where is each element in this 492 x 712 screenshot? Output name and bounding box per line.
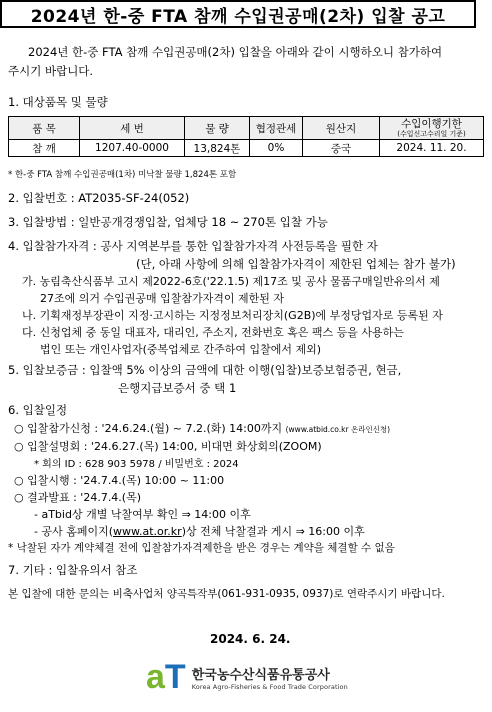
header-item: 품 목 bbox=[9, 117, 80, 140]
schedule-apply bbox=[14, 420, 390, 436]
items-table bbox=[8, 116, 484, 157]
schedule-briefing: ○ 입찰설명회 : '24.6.27.(목) 14:00, 비대면 화상회의(ZOOM) bbox=[14, 440, 322, 453]
intro-line-2: 주시기 바랍니다. bbox=[8, 64, 94, 78]
schedule-meeting-id: * 회의 ID : 628 903 5978 / 비밀번호 : 2024 bbox=[34, 459, 239, 470]
cell-origin: 중국 bbox=[303, 140, 380, 157]
at-logo-korean: 한국농수산식품유통공사 bbox=[191, 667, 330, 683]
section4-item-da-2: 법인 또는 개인사업자(중복업체로 간주하여 입찰에서 제외) bbox=[40, 343, 322, 356]
table-row bbox=[9, 140, 484, 157]
at-logo bbox=[146, 660, 348, 694]
at-logo-english: Korea Agro-Fisheries & Food Trade Corporation bbox=[191, 682, 348, 691]
title-box bbox=[0, 0, 476, 28]
section1-heading: 1. 대상품목 및 물량 bbox=[8, 95, 108, 109]
header-deadline bbox=[380, 117, 484, 140]
section4-item-ga-2: 27조에 의거 수입권공매 입찰참가자격이 제한된 자 bbox=[40, 292, 284, 305]
schedule-result: ○ 결과발표 : '24.7.4.(목) bbox=[14, 491, 142, 504]
section5-line-2: 은행지급보증서 중 택 1 bbox=[118, 381, 237, 395]
homepage-link[interactable]: www.at.or.kr bbox=[113, 525, 182, 538]
intro-line-1: 2024년 한-중 FTA 참깨 수입권공매(2차) 입찰을 아래와 같이 시행하오니 참가하여 bbox=[28, 45, 443, 59]
section5-line-1: 5. 입찰보증금 : 입찰액 5% 이상의 금액에 대한 이행(입찰)보증보험증권, 현금, bbox=[8, 363, 402, 377]
schedule-warning: * 낙찰된 자가 계약체결 전에 입찰참가자격제한을 받은 경우는 계약을 체결할 수 없음 bbox=[8, 542, 395, 554]
cell-item: 참 깨 bbox=[9, 140, 80, 157]
schedule-apply-main: ○ 입찰참가신청 : '24.6.24.(월) ~ 7.2.(화) 14:00까지 bbox=[14, 422, 283, 435]
contact-line: 본 입찰에 대한 문의는 비축사업처 양곡특작부(061-931-0935, 0937)로 연락주시기 바랍니다. bbox=[8, 588, 445, 600]
schedule-bidding: ○ 입찰시행 : '24.7.4.(목) 10:00 ~ 11:00 bbox=[14, 474, 225, 487]
section3-bid-method: 3. 입찰방법 : 일반공개경쟁입찰, 업체당 18 ~ 270톤 입찰 가능 bbox=[8, 215, 328, 229]
section4-item-da-1: 다. 신청업체 중 동일 대표자, 대리인, 주소지, 전화번호 혹은 팩스 등을 사용하는 bbox=[22, 326, 404, 339]
schedule-apply-site: (www.atbid.co.kr 온라인신청) bbox=[285, 425, 391, 434]
cell-quantity: 13,824톤 bbox=[185, 140, 250, 157]
header-hs-code: 세 번 bbox=[80, 117, 185, 140]
cell-tariff: 0% bbox=[250, 140, 303, 157]
section4-heading: 4. 입찰참가자격 : 공사 지역본부를 통한 입찰참가자격 사전등록을 필한 자 bbox=[8, 239, 378, 253]
items-table-header-row bbox=[9, 117, 484, 140]
header-tariff: 협정관세 bbox=[250, 117, 303, 140]
section6-heading: 6. 입찰일정 bbox=[8, 403, 68, 417]
at-logo-text bbox=[192, 664, 348, 691]
header-origin: 원산지 bbox=[303, 117, 380, 140]
section7-etc: 7. 기타 : 입찰유의서 참조 bbox=[8, 563, 138, 577]
header-deadline-sub: (수입신고수리일 기준) bbox=[397, 129, 466, 138]
page-title: 2024년 한-중 FTA 참깨 수입권공매(2차) 입찰 공고 bbox=[30, 6, 446, 27]
schedule-result-b-pre: - 공사 홈페이지( bbox=[34, 525, 114, 538]
at-logo-mark bbox=[146, 660, 186, 694]
section4-item-ga-1: 가. 농림축산식품부 고시 제2022-6호('22.1.5) 제17조 및 공사 물품구매일반유의서 제 bbox=[22, 275, 440, 288]
schedule-result-b-post: )상 전체 낙찰결과 게시 ⇒ 16:00 이후 bbox=[181, 525, 365, 538]
at-logo-a: a bbox=[146, 658, 165, 696]
section2-bid-number: 2. 입찰번호 : AT2035-SF-24(052) bbox=[8, 191, 190, 205]
section1-note: * 한-중 FTA 참깨 수입권공매(1차) 미낙찰 물량 1,824톤 포함 bbox=[8, 170, 237, 180]
section4-heading-cont: (단, 아래 사항에 의해 입찰참가자격이 제한된 업체는 참가 불가) bbox=[136, 257, 456, 271]
schedule-result-a: - aTbid상 개별 낙찰여부 확인 ⇒ 14:00 이후 bbox=[34, 508, 251, 521]
header-deadline-main: 수입이행기한 bbox=[401, 117, 462, 130]
at-logo-t: T bbox=[164, 658, 186, 696]
announcement-date: 2024. 6. 24. bbox=[210, 632, 291, 646]
section4-item-na: 나. 기획재정부장관이 지정·고시하는 지정정보처리장치(G2B)에 부정당업자로 등록된 자 bbox=[22, 309, 443, 322]
cell-deadline: 2024. 11. 20. bbox=[380, 140, 484, 157]
schedule-result-b bbox=[34, 523, 365, 539]
header-quantity: 물 량 bbox=[185, 117, 250, 140]
cell-hs-code: 1207.40-0000 bbox=[80, 140, 185, 157]
